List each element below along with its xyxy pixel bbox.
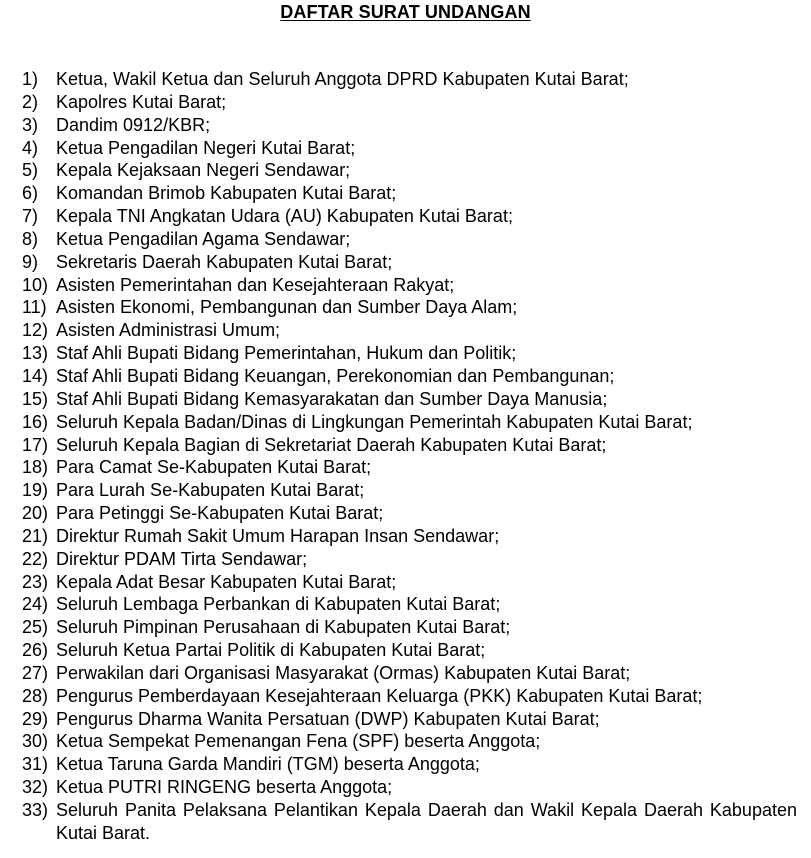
list-item <box>22 639 797 662</box>
item-text: Staf Ahli Bupati Bidang Pemerintahan, Hukum dan Politik; <box>56 343 517 364</box>
list-item <box>22 228 797 251</box>
list-item <box>22 776 797 799</box>
item-number: 5) <box>22 160 39 181</box>
list-item <box>22 182 797 205</box>
item-number: 11) <box>22 297 47 318</box>
item-number: 2) <box>22 91 39 112</box>
item-number: 31) <box>22 754 49 775</box>
list-item <box>22 525 797 548</box>
list-item <box>22 388 797 411</box>
invitation-list <box>22 68 797 845</box>
item-text: Asisten Pemerintahan dan Kesejahteraan Rakyat; <box>56 274 455 295</box>
list-item <box>22 753 797 776</box>
item-text: Perwakilan dari Organisasi Masyarakat (Ormas) Kabupaten Kutai Barat; <box>56 662 631 683</box>
item-number: 3) <box>22 114 39 135</box>
item-text: Kepala TNI Angkatan Udara (AU) Kabupaten Kutai Barat; <box>56 206 513 227</box>
item-number: 16) <box>22 411 49 432</box>
list-item <box>22 411 797 434</box>
item-number: 12) <box>22 320 49 341</box>
list-item <box>22 502 797 525</box>
list-item <box>22 91 797 114</box>
item-number: 32) <box>22 777 49 798</box>
list-item <box>22 159 797 182</box>
document-title: DAFTAR SURAT UNDANGAN <box>280 2 531 22</box>
list-item <box>22 456 797 479</box>
item-text: Seluruh Lembaga Perbankan di Kabupaten Kutai Barat; <box>56 594 501 615</box>
item-number: 27) <box>22 662 49 683</box>
list-item <box>22 730 797 753</box>
item-text: Pengurus Dharma Wanita Persatuan (DWP) Kabupaten Kutai Barat; <box>56 708 600 729</box>
list-item <box>22 662 797 685</box>
item-number: 30) <box>22 731 49 752</box>
item-text: Seluruh Kepala Bagian di Sekretariat Daerah Kabupaten Kutai Barat; <box>56 434 607 455</box>
list-item <box>22 548 797 571</box>
item-text: Sekretaris Daerah Kabupaten Kutai Barat; <box>56 251 393 272</box>
item-text: Staf Ahli Bupati Bidang Keuangan, Perekonomian dan Pembangunan; <box>56 365 615 386</box>
item-text: Ketua Pengadilan Negeri Kutai Barat; <box>56 137 356 158</box>
item-text: Kepala Adat Besar Kabupaten Kutai Barat; <box>56 571 397 592</box>
item-number: 29) <box>22 708 49 729</box>
list-item <box>22 114 797 137</box>
item-text: Ketua PUTRI RINGENG beserta Anggota; <box>56 777 393 798</box>
item-text: Ketua Pengadilan Agama Sendawar; <box>56 228 351 249</box>
item-number: 14) <box>22 365 49 386</box>
item-number: 24) <box>22 594 49 615</box>
item-text: Para Lurah Se-Kabupaten Kutai Barat; <box>56 480 365 501</box>
item-text: Seluruh Ketua Partai Politik di Kabupaten Kutai Barat; <box>56 640 486 661</box>
item-number: 26) <box>22 640 49 661</box>
item-number: 33) <box>22 800 49 820</box>
item-text: Ketua Sempekat Pemenangan Fena (SPF) beserta Anggota; <box>56 731 541 752</box>
list-item <box>22 616 797 639</box>
item-text: Seluruh Panita Pelaksana Pelantikan Kepala Daerah dan Wakil Kepala Daerah Kabupaten Kutai Barat. <box>56 800 797 843</box>
item-text: Dandim 0912/KBR; <box>56 114 211 135</box>
item-text: Kepala Kejaksaan Negeri Sendawar; <box>56 160 351 181</box>
item-number: 4) <box>22 137 39 158</box>
item-text: Seluruh Kepala Badan/Dinas di Lingkungan Pemerintah Kabupaten Kutai Barat; <box>56 411 693 432</box>
item-number: 20) <box>22 503 49 524</box>
item-text: Ketua, Wakil Ketua dan Seluruh Anggota DPRD Kabupaten Kutai Barat; <box>56 69 629 89</box>
item-number: 7) <box>22 206 39 227</box>
item-number: 21) <box>22 525 49 546</box>
list-item <box>22 319 797 342</box>
item-number: 10) <box>22 274 49 295</box>
list-item <box>22 708 797 731</box>
list-item <box>22 685 797 708</box>
item-text: Pengurus Pemberdayaan Kesejahteraan Keluarga (PKK) Kabupaten Kutai Barat; <box>56 685 703 706</box>
list-item <box>22 205 797 228</box>
list-item <box>22 365 797 388</box>
item-number: 22) <box>22 548 49 569</box>
item-text: Asisten Administrasi Umum; <box>56 320 281 341</box>
list-item <box>22 342 797 365</box>
item-number: 23) <box>22 571 49 592</box>
item-number: 13) <box>22 343 49 364</box>
item-text: Para Petinggi Se-Kabupaten Kutai Barat; <box>56 503 384 524</box>
item-number: 15) <box>22 388 49 409</box>
list-item <box>22 137 797 160</box>
list-item <box>22 799 797 845</box>
list-item <box>22 251 797 274</box>
item-text: Para Camat Se-Kabupaten Kutai Barat; <box>56 457 372 478</box>
item-text: Staf Ahli Bupati Bidang Kemasyarakatan dan Sumber Daya Manusia; <box>56 388 608 409</box>
list-item <box>22 479 797 502</box>
item-text: Ketua Taruna Garda Mandiri (TGM) beserta Anggota; <box>56 754 480 775</box>
item-number: 18) <box>22 457 49 478</box>
item-number: 8) <box>22 228 39 249</box>
list-item <box>22 68 797 91</box>
item-text: Komandan Brimob Kabupaten Kutai Barat; <box>56 183 397 204</box>
item-text: Asisten Ekonomi, Pembangunan dan Sumber Daya Alam; <box>56 297 518 318</box>
list-item <box>22 296 797 319</box>
item-text: Direktur PDAM Tirta Sendawar; <box>56 548 308 569</box>
item-number: 9) <box>22 251 39 272</box>
item-text: Kapolres Kutai Barat; <box>56 91 227 112</box>
list-item <box>22 593 797 616</box>
item-number: 25) <box>22 617 49 638</box>
item-number: 28) <box>22 685 49 706</box>
list-item <box>22 434 797 457</box>
item-number: 6) <box>22 183 39 204</box>
item-number: 19) <box>22 480 49 501</box>
item-number: 1) <box>22 69 39 89</box>
list-item <box>22 274 797 297</box>
item-number: 17) <box>22 434 49 455</box>
list-item <box>22 571 797 594</box>
item-text: Direktur Rumah Sakit Umum Harapan Insan Sendawar; <box>56 525 500 546</box>
item-text: Seluruh Pimpinan Perusahaan di Kabupaten Kutai Barat; <box>56 617 511 638</box>
